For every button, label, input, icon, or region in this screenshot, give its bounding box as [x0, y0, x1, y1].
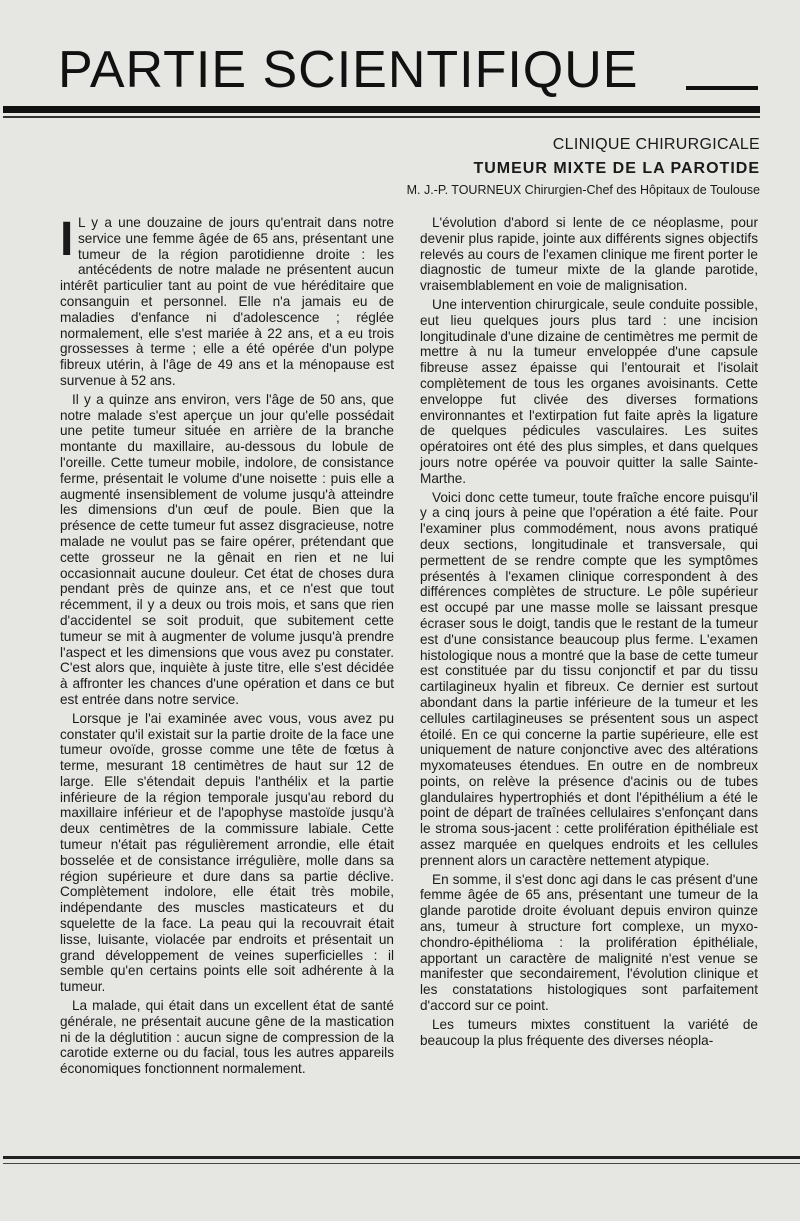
paragraph: La malade, qui était dans un excellent état de santé générale, ne présentait aucune gêne de la mastication ni de la déglutition : aucun signe de compression de la carotide externe ou du facial, tous les autres appareils économiques fonctionnent normalement. — [60, 998, 394, 1077]
title-dash — [686, 86, 758, 90]
footer-rule-thin — [3, 1163, 800, 1164]
paragraph: Une intervention chirurgicale, seule conduite possible, eut lieu quelques jours plus tard : une incision longitudinale d'une dizaine de centimètres me permit de mettre à nu la tumeur enveloppée d'une capsule fibreuse assez épaisse qui l'entourait et l'isolait complètement de tous les organes avoisinants. Cette enveloppe fut clivée des diverses formations environnantes et l'extirpation fut faite après la ligature de quelques pédicules vasculaires. Les suites opératoires ont été des plus simples, et dans quelques jours notre opérée va pouvoir quitter la salle Sainte-Marthe. — [420, 296, 758, 486]
paragraph: Il y a quinze ans environ, vers l'âge de 50 ans, que notre malade s'est aperçue un jour qu'elle possédait une petite tumeur située en arrière de la branche montante du maxillaire, au-dessous du lobule de l'oreille. Cette tumeur mobile, indolore, de consistance ferme, présentait le volume d'une noisette : puis elle a augmenté insensiblement de volume jusqu'à atteindre les dimensions d'un œuf de poule. Bien que la présence de cette tumeur fut assez disgracieuse, notre malade ne voulut pas se faire opérer, prétendant que cette grosseur ne la gênait en rien et ne lui occasionnait aucune douleur. Cet état de choses dura pendant près de quinze ans, et ce n'est que tout récemment, il y a deux ou trois mois, et sans que rien d'accidentel se soit produit, que subitement cette tumeur se mit à augmenter de volume jusqu'à prendre l'aspect et les dimensions que vous avez pu constater. C'est alors que, inquiète à juste titre, elle s'est décidée à affronter les chances d'une opération et dans ce but est entrée dans notre service. — [60, 391, 394, 707]
header-rule-thin — [3, 116, 760, 118]
paragraph: Les tumeurs mixtes constituent la variété de beaucoup la plus fréquente des diverses néopla- — [420, 1016, 758, 1048]
footer-rule-thick — [3, 1156, 800, 1159]
paragraph: En somme, il s'est donc agi dans le cas présent d'une femme âgée de 65 ans, présentant une tumeur de la glande parotide droite évoluant depuis environ quinze ans, tumeur à structure fort complexe, un myxo-chondro-épithélioma : la prolifération épithéliale, apportant un caractère de malignité n'est venue se manifester que secondairement, l'évolution clinique et les constatations histologiques sont parfaitement d'accord sur ce point. — [420, 871, 758, 1014]
paragraph: L'évolution d'abord si lente de ce néoplasme, pour devenir plus rapide, jointe aux différents signes objectifs relevés au cours de l'examen clinique me firent porter le diagnostic de tumeur mixte de la glande parotide, vraisemblablement en voie de malignisation. — [420, 215, 758, 294]
right-column — [420, 215, 758, 1051]
paragraph: Lorsque je l'ai examinée avec vous, vous avez pu constater qu'il existait sur la partie droite de la face une tumeur ovoïde, grosse comme une tête de fœtus à terme, mesurant 18 centimètres de haut sur 12 de large. Elle s'étendait depuis l'anthélix et la partie inférieure de la région temporale jusqu'au rebord du maxillaire inférieur et de l'apophyse mastoïde jusqu'à deux centimètres de la commissure labiale. Cette tumeur n'était pas régulièrement arrondie, elle était bosselée et de consistance irrégulière, molle dans sa région supérieure et dure dans sa partie déclive. Complètement indolore, elle était très mobile, indépendante des muscles masticateurs et du squelette de la face. La peau qui la recouvrait était lisse, luisante, violacée par endroits et présentait un grand développement de veines superficielles : il semble qu'en certains points elle soit adhérente à la tumeur. — [60, 710, 394, 995]
article-title: TUMEUR MIXTE DE LA PAROTIDE — [473, 160, 760, 177]
paragraph: Voici donc cette tumeur, toute fraîche encore puisqu'il y a cinq jours à peine que l'opération a été faite. Pour l'examiner plus commodément, nous avons pratiqué deux sections, longitudinale et transversale, qui permettent de se rendre compte que les symptômes présentés à l'examen clinique correspondent à des différences complètes de structure. Le pôle supérieur est occupé par une masse molle se laissant presque écraser sous le doigt, tandis que le restant de la tumeur est d'une consistance beaucoup plus ferme. L'examen histologique nous a montré que la base de cette tumeur est constituée par du tissu conjonctif et par du tissu cartilagineux hyalin et fibreux. Ce dernier est surtout abondant dans la partie inférieure de la tumeur et les cellules cartilagineuses se présentent sous un aspect étoilé. En ce qui concerne la partie supérieure, elle est uniquement de nature conjonctive avec des altérations myxomateuses étendues. En outre en de nombreux points, on relève la présence d'acinis ou de tubes glandulaires hypertrophiés et dont l'épithélium a été le point de départ de traînées cellulaires s'enfonçant dans le stroma sous-jacent : cette prolifération épithéliale est assez marquée en quelques endroits et les cellules prennent alors un caractère nettement atypique. — [420, 489, 758, 868]
header-rule-thick — [3, 106, 760, 113]
article-author: M. J.-P. TOURNEUX Chirurgien-Chef des Hôpitaux de Toulouse — [406, 183, 760, 197]
drop-cap: I — [60, 213, 74, 266]
paragraph — [60, 215, 394, 389]
left-column — [60, 215, 394, 1080]
paragraph-text: L y a une douzaine de jours qu'entrait dans notre service une femme âgée de 65 ans, présentant une tumeur de la région parotidienne droite : les antécédents de notre malade ne présentent aucun intérêt particulier tant au point de vue héréditaire que consanguin et personnel. Elle n'a jamais eu de maladies d'enfance ni d'adolescence ; réglée normalement, elle s'est mariée à 22 ans, et a eu trois grossesses à terme ; elle a été opérée d'un polype fibreux utérin, à l'âge de 49 ans et la ménopause est survenue à 52 ans. — [60, 215, 394, 388]
page-title: PARTIE SCIENTIFIQUE — [58, 41, 639, 99]
article-section: CLINIQUE CHIRURGICALE — [552, 136, 760, 153]
